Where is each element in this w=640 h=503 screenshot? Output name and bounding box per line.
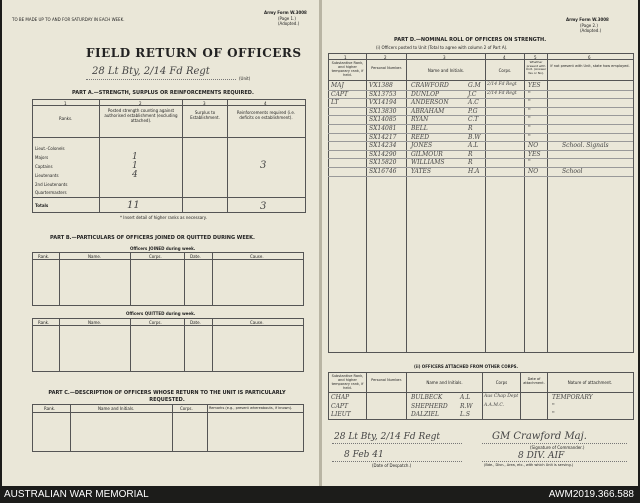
officer-present: ": [528, 125, 531, 132]
officer-number: SX14085: [369, 116, 397, 124]
officer-number: SX15820: [369, 159, 397, 167]
col-num-2: 2: [139, 101, 142, 106]
officer-name: YATES: [411, 168, 431, 175]
rank-totals: Totals: [35, 203, 49, 208]
rank-quartermasters: Quartermasters: [35, 190, 67, 195]
officer-number: VX14194: [369, 99, 397, 107]
d-col-2: 2: [384, 55, 387, 60]
officer-present: ": [528, 107, 531, 115]
footer-bar: [0, 486, 640, 503]
officer-number: SX16746: [369, 168, 397, 175]
att-name-header: Name and Initials.: [426, 380, 463, 385]
d-corps-header: Corps.: [498, 68, 512, 73]
right-page: [322, 0, 638, 486]
officer-number: SX14290: [369, 150, 397, 158]
officer-present: NO: [528, 168, 539, 175]
officer-employment: School: [562, 168, 583, 175]
att-corps-header: Corps: [495, 380, 508, 385]
attached-rank: LIEUT: [331, 411, 351, 418]
d-col-3: 3: [443, 55, 446, 60]
c-name-header: Name and Initials.: [98, 406, 135, 411]
formation-label: (Bde., Divn., Area, etc., with which Unit is serving.): [484, 463, 574, 467]
signature-label: (Signature of Commander.): [530, 445, 585, 450]
officer-name: JONES: [411, 142, 433, 150]
joined-name-header: Name.: [88, 254, 102, 259]
d-col-5: 5: [534, 55, 537, 60]
attached-name: SHEPHERD: [411, 402, 448, 410]
d-number-header: Personal Number.: [371, 66, 402, 70]
surplus-header: Surplus to Establishment.: [190, 110, 220, 120]
attached-initials: A.L: [460, 394, 471, 401]
commander-signature: GM Crawford Maj.: [492, 431, 587, 442]
att-date-header: Date of attachment.: [523, 377, 545, 385]
section-i-title: (i) Officers posted to Unit (Total to agree with column 2 of Part A).: [376, 45, 508, 50]
d-employed-header: If not present with Unit, state how employed.: [550, 64, 630, 68]
row-divider: [328, 176, 633, 177]
officer-number: SX14081: [369, 125, 397, 132]
officer-initials: P.G: [468, 107, 478, 115]
c-corps-header: Corps.: [180, 406, 193, 411]
form-page2-label: (Page 2.): [580, 23, 598, 28]
form-adopted2-label: (Adopted.): [580, 28, 602, 33]
officer-name: CRAWFORD: [411, 82, 449, 89]
form-adopted-label: (Adopted.): [278, 21, 300, 26]
officer-initials: R: [468, 125, 473, 132]
joined-corps-header: Corps.: [149, 254, 162, 259]
ranks-header: Ranks.: [59, 116, 73, 121]
d-rank-header: Substantive Rank, and higher temporary rank, if held.: [331, 61, 364, 77]
attached-name: DALZIEL: [411, 411, 440, 418]
date-of-despatch-label: (Date of Despatch.): [372, 463, 412, 468]
officer-rank: CAPT: [331, 90, 348, 98]
rank-lieutenants: Lieutenants: [35, 173, 59, 178]
officer-initials: A.C: [468, 99, 479, 107]
officer-name: GILMOUR: [411, 150, 443, 158]
unit-handwritten: 28 Lt Bty, 2/14 Fd Regt: [92, 66, 210, 77]
joined-table: [32, 252, 304, 306]
attached-rank: CHAP: [331, 394, 350, 401]
sig-unit: 28 Lt Bty, 2/14 Fd Regt: [334, 432, 441, 442]
quitted-cause-header: Cause.: [250, 320, 264, 325]
section-ii-title: (ii) OFFICERS ATTACHED FROM OTHER CORPS.: [414, 364, 519, 369]
posted-header: Posted strength counting against authorised establishment (excluding attached).: [104, 108, 178, 123]
attached-rank: CAPT: [331, 402, 348, 410]
officer-present: ": [528, 99, 531, 107]
quitted-name-header: Name.: [88, 320, 102, 325]
part-d-title: PART D.—NOMINAL ROLL OF OFFICERS ON STRENGTH.: [394, 37, 547, 43]
part-a-note: * Insert detail of higher ranks as necessary.: [120, 215, 207, 220]
officer-corps: 2/14 Fd Regt: [487, 82, 517, 87]
unit-label: (Unit): [239, 76, 251, 81]
att-nature-header: Nature of attachment.: [567, 380, 613, 385]
army-form-label-right: Army Form W.3008: [566, 17, 609, 22]
officer-present: ": [528, 133, 531, 141]
army-form-label: Army Form W.3008: [264, 10, 307, 15]
attached-nature: TEMPORARY: [552, 394, 593, 401]
attached-name: BULBECK: [411, 394, 443, 401]
attached-initials: R.W: [460, 402, 473, 410]
officer-initials: C.T: [468, 116, 479, 124]
att-rank-header: Substantive Rank, and higher temporary rank, if held.: [331, 374, 364, 390]
attached-initials: L.S: [460, 411, 471, 418]
officer-initials: A.L: [468, 142, 479, 150]
lieutenants-posted: 4: [132, 170, 138, 180]
officer-rank: MAJ: [331, 82, 344, 89]
d-col-6: 6: [588, 55, 591, 60]
officer-number: SX14234: [369, 142, 397, 150]
c-rank-header: Rank.: [44, 406, 56, 411]
majors-posted: 1: [132, 152, 138, 162]
officer-name: WILLIAMS: [411, 159, 445, 167]
officer-number: VX1388: [369, 82, 393, 89]
sig-date: 8 Feb 41: [344, 450, 384, 460]
formation-div: 8 DIV. AIF: [518, 451, 565, 461]
d-present-header: Whether present with Unit. (Answer Yes or No).: [525, 60, 547, 75]
officer-corps: 2/14 Fd Regt: [487, 90, 517, 96]
quitted-date-header: Date.: [190, 320, 201, 325]
joined-cause-header: Cause.: [250, 254, 264, 259]
form-page-label: (Page 1.): [278, 16, 296, 21]
officer-initials: B.W: [468, 133, 481, 141]
officer-rank: LT: [331, 99, 339, 107]
officer-initials: R: [468, 159, 473, 167]
officer-present: ": [528, 116, 531, 124]
rank-lt-colonels: Lieut.-Colonels: [35, 146, 65, 151]
footer-credit: AUSTRALIAN WAR MEMORIAL: [4, 489, 149, 500]
attached-nature: ": [552, 411, 555, 418]
totals-posted: 11: [127, 200, 140, 211]
officer-name: ABRAHAM: [411, 107, 445, 115]
reinforcements-header: Reinforcements required (i.e. deficits on establishment).: [236, 110, 296, 120]
rank-majors: Majors: [35, 155, 49, 160]
attached-corps: Aus Chap Dept: [484, 394, 519, 399]
att-number-header: Personal Number.: [371, 378, 402, 382]
officer-name: RYAN: [411, 116, 429, 124]
form-title: FIELD RETURN OF OFFICERS: [86, 46, 302, 60]
quitted-table: [32, 318, 304, 372]
officer-present: ": [528, 90, 531, 98]
d-name-header: Name and Initials.: [427, 68, 465, 73]
officer-name: ANDERSON: [411, 99, 449, 107]
officer-name: BELL: [411, 125, 428, 132]
quitted-corps-header: Corps.: [149, 320, 162, 325]
officer-name: DUNLOP: [411, 90, 440, 98]
col-num-1: 1: [64, 101, 67, 106]
part-b-title: PART B.—PARTICULARS OF OFFICERS JOINED OR QUITTED DURING WEEK.: [50, 235, 255, 241]
joined-title: Officers JOINED during week.: [130, 246, 196, 251]
rank-captains: Captains: [35, 164, 53, 169]
officer-number: SX13830: [369, 107, 397, 115]
attached-nature: ": [552, 402, 555, 410]
officer-name: REED: [411, 133, 430, 141]
officer-initials: J.C: [468, 90, 477, 98]
part-c-title: PART C.—DESCRIPTION OF OFFICERS WHOSE RETURN TO THE UNIT IS PARTICULARLY REQUESTED.: [48, 390, 286, 403]
attached-corps: A.A.M.C.: [484, 402, 505, 408]
d-col-4: 4: [503, 55, 506, 60]
quitted-rank-header: Rank.: [38, 320, 50, 325]
d-col-1: 1: [344, 55, 347, 60]
part-a-title: PART A.—STRENGTH, SURPLUS OR REINFORCEMENTS REQUIRED.: [72, 90, 254, 96]
officer-number: SX14217: [369, 133, 397, 141]
joined-date-header: Date.: [190, 254, 201, 259]
officer-initials: R: [468, 150, 473, 158]
c-remarks-header: Remarks (e.g., present whereabouts, if known).: [209, 406, 293, 410]
officer-present: YES: [528, 82, 541, 89]
officer-number: SX13753: [369, 90, 397, 98]
officer-employment: School. Signals: [562, 142, 609, 150]
col-num-3: 3: [203, 101, 206, 106]
footer-accession: AWM2019.366.588: [548, 489, 634, 500]
captains-posted: 1: [132, 161, 138, 171]
totals-reinforcements: 3: [260, 201, 267, 212]
quitted-title: Officers QUITTED during week.: [126, 311, 196, 316]
officer-present: NO: [528, 142, 539, 150]
captains-reinforcements: 3: [260, 160, 267, 171]
joined-rank-header: Rank.: [38, 254, 50, 259]
col-num-4: 4: [264, 101, 267, 106]
left-page: [2, 0, 320, 486]
officer-present: YES: [528, 150, 541, 158]
officer-present: ": [528, 159, 531, 167]
top-note: TO BE MADE UP TO AND FOR SATURDAY IN EACH WEEK.: [12, 17, 125, 22]
officer-initials: H.A: [468, 168, 480, 175]
rank-2nd-lieutenants: 2nd Lieutenants: [35, 182, 68, 187]
officer-initials: G.M: [468, 82, 481, 89]
